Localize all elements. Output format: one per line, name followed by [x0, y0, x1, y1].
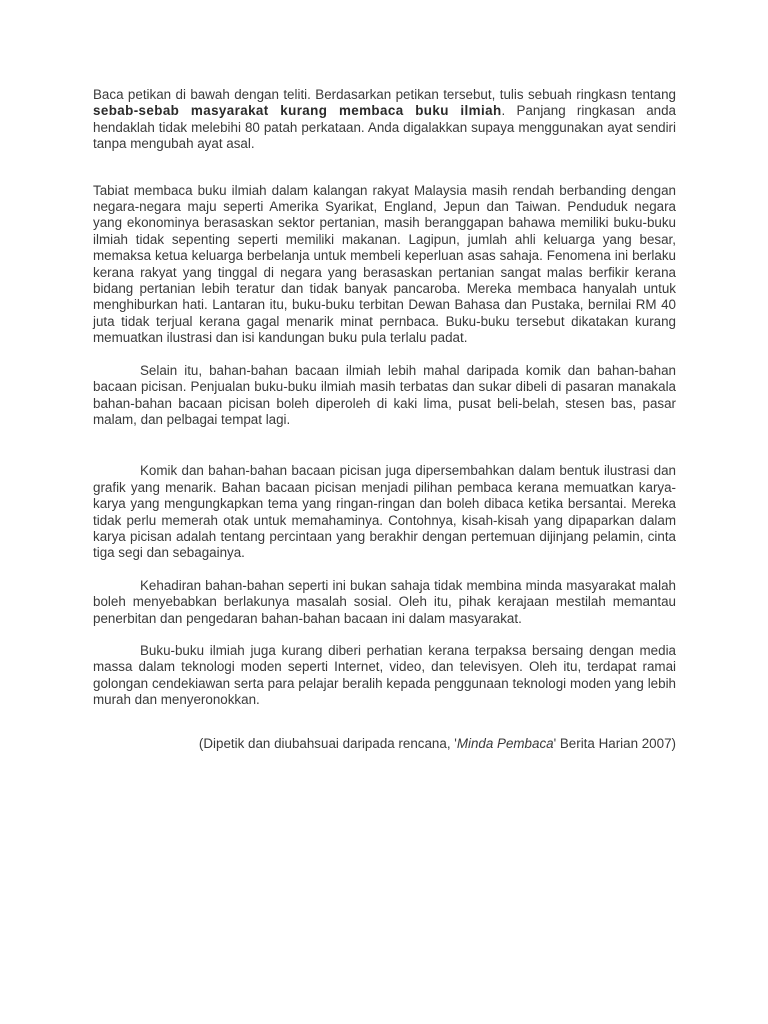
passage-paragraph-1: Tabiat membaca buku ilmiah dalam kalangan rakyat Malaysia masih rendah berbanding dengan negara-negara maju seperti Amerika Syarikat, England, Jepun dan Taiwan. Penduduk negara yang ekonominya berasaskan sektor pertanian, masih beranggapan bahawa memiliki buku-buku ilmiah tidak sepenting seperti memiliki makanan. Lagipun, jumlah ahli keluarga yang besar, memaksa ketua keluarga berbelanja untuk membeli keperluan asas sahaja. Fenomena ini berlaku kerana rakyat yang tinggal di negara yang berasaskan pertanian sangat malas berfikir kerana bidang pertanian lebih teratur dan tidak banyak pancaroba. Mereka membaca hanyalah untuk menghiburkan hati. Lantaran itu, buku-buku terbitan Dewan Bahasa dan Pustaka, bernilai RM 40 juta tidak terjual kerana gagal menarik minat pernbaca. Buku-buku tersebut dikatakan kurang memuatkan ilustrasi dan isi kandungan buku pula terlalu padat. — [93, 182, 676, 346]
document-page — [93, 87, 676, 752]
passage-paragraph-2: Selain itu, bahan-bahan bacaan ilmiah lebih mahal daripada komik dan bahan-bahan bacaan picisan. Penjualan buku-buku ilmiah masih terbatas dan sukar dibeli di pasaran manakala bahan-bahan bacaan picisan boleh diperoleh di kaki lima, pusat beli-belah, stesen bas, pasar malam, dan pelbagai tempat lagi. — [93, 362, 676, 427]
instruction-paragraph — [93, 87, 676, 153]
citation-text-end: ' Berita Harian 2007) — [553, 735, 676, 751]
passage-paragraph-5: Buku-buku ilmiah juga kurang diberi perhatian kerana terpaksa bersaing dengan media massa dalam teknologi moden seperti Internet, video, dan televisyen. Oleh itu, terdapat ramai golongan cendekiawan serta para pelajar beralih kepada penggunaan teknologi moden yang lebih murah dan menyeronokkan. — [93, 642, 676, 708]
citation-text-start: (Dipetik dan diubahsuai daripada rencana, ' — [198, 735, 457, 751]
passage-paragraph-4: Kehadiran bahan-bahan seperti ini bukan sahaja tidak membina minda masyarakat malah boleh menyebabkan berlakunya masalah sosial. Oleh itu, pihak kerajaan mestilah memantau penerbitan dan pengedaran bahan-bahan bacaan ini dalam masyarakat. — [93, 577, 676, 626]
instruction-emphasis: sebab-sebab masyarakat kurang membaca buku ilmiah — [93, 103, 502, 119]
source-citation — [93, 736, 676, 752]
passage-paragraph-3: Komik dan bahan-bahan bacaan picisan juga dipersembahkan dalam bentuk ilustrasi dan grafik yang menarik. Bahan bacaan picisan menjadi pilihan pembaca kerana memuatkan karya-karya yang mengungkapkan tema yang ringan-ringan dan boleh dibaca ketika bersantai. Mereka tidak perlu memerah otak untuk memahaminya. Contohnya, kisah-kisah yang dipaparkan dalam karya picisan adalah tentang percintaan yang berakhir dengan pertemuan dijinjang pelamin, cinta tiga segi dan sebagainya. — [93, 463, 676, 561]
instruction-text-end: . Panjang ringkasan anda hendaklah tidak melebihi 80 patah perkataan. Anda digalakkan supaya menggunakan ayat sendiri tanpa mengubah ayat asal. — [93, 103, 676, 152]
instruction-text-start: Baca petikan di bawah dengan teliti. Berdasarkan petikan tersebut, tulis sebuah ringkasn tentang — [93, 87, 676, 102]
citation-article-title: Minda Pembaca — [456, 735, 554, 751]
